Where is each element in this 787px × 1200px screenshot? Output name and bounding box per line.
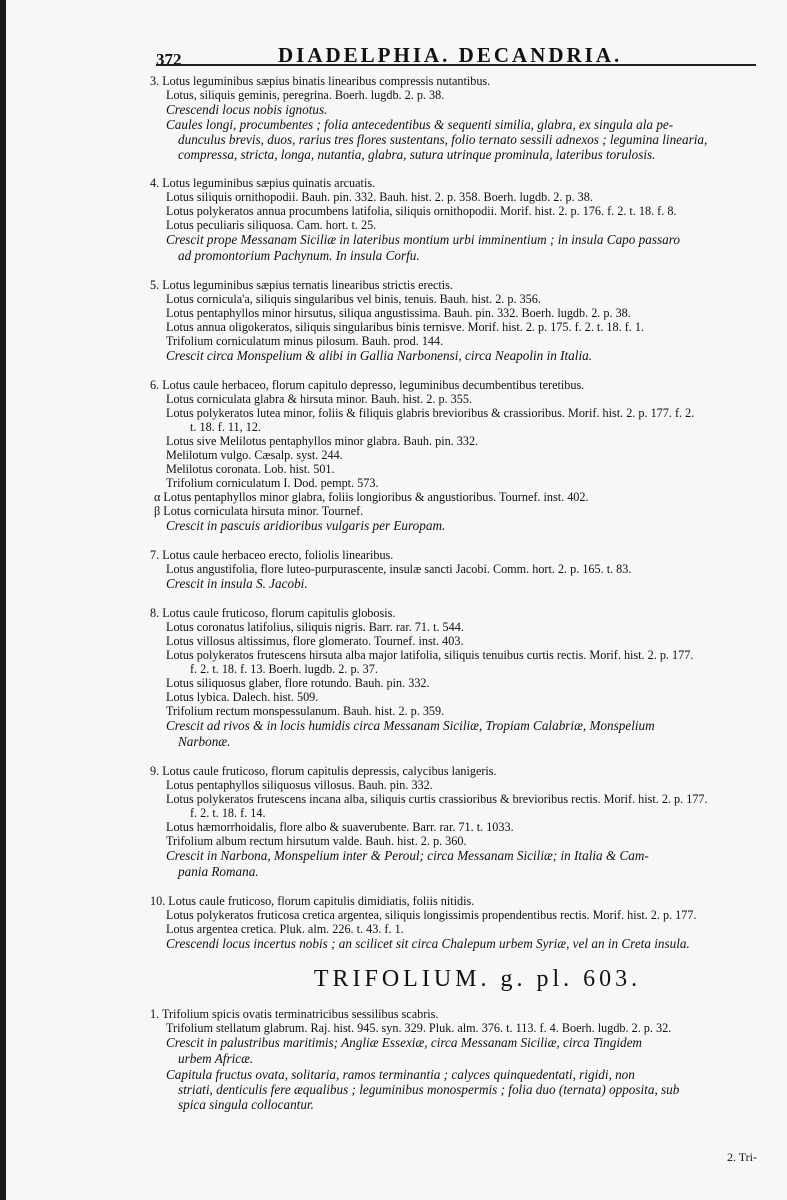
entry-line: α Lotus pentaphyllos minor glabra, foliis longioribus & angustioribus. Tournef. inst. 402. [154, 490, 589, 504]
entry-line: urbem Africæ. [178, 1051, 254, 1066]
entry-line: Lotus pentaphyllos siliquosus villosus. Bauh. pin. 332. [166, 778, 433, 792]
entry-line: Lotus, siliquis geminis, peregrina. Boerh. lugdb. 2. p. 38. [166, 88, 445, 102]
entry-line: striati, denticulis fere æqualibus ; leguminibus monospermis ; folia duo (ternata) opposita, sub [178, 1082, 680, 1097]
entry-line: Lotus villosus altissimus, flore glomerato. Tournef. inst. 403. [166, 634, 464, 648]
page-body [150, 74, 765, 1126]
entry-line: dunculus brevis, duos, rarius tres flores sustentans, folio ternato sessili adnexos ; legumina linearia, [178, 132, 708, 147]
page-number: 372 [156, 50, 182, 69]
entry-line: 6. Lotus caule herbaceo, florum capitulo depresso, leguminibus decumbentibus teretibus. [150, 378, 585, 392]
genus-heading: TRIFOLIUM. g. pl. 603. [313, 966, 642, 992]
species-entry [150, 548, 765, 592]
entry-line: Lotus polykeratos frutescens incana alba, siliquis curtis crassioribus & brevioribus rectis. Morif. hist. 2. p. 177. [166, 792, 708, 806]
species-entry [150, 74, 765, 162]
entry-line: compressa, stricta, longa, nutantia, glabra, sutura utrinque prominula, lateribus torulosis. [178, 147, 656, 162]
entry-line: Lotus corniculata glabra & hirsuta minor. Bauh. hist. 2. p. 355. [166, 392, 472, 406]
entry-line: Lotus lybica. Dalech. hist. 509. [166, 690, 319, 704]
entry-line: Crescendi locus nobis ignotus. [166, 102, 328, 117]
entry-line: 9. Lotus caule fruticoso, florum capitulis depressis, calycibus lanigeris. [150, 764, 497, 778]
entry-line: Lotus coronatus latifolius, siliquis nigris. Barr. rar. 71. t. 544. [166, 620, 464, 634]
lotus-entries [150, 74, 765, 952]
entry-line: Lotus hæmorrhoidalis, flore albo & suaverubente. Barr. rar. 71. t. 1033. [166, 820, 514, 834]
species-entry [150, 764, 765, 880]
entry-line: Crescit in Narbona, Monspelium inter & Peroul; circa Messanam Siciliæ; in Italia & Cam- [166, 848, 649, 863]
entry-line: Crescit prope Messanam Siciliæ in lateribus montium urbi imminentium ; in insula Capo passaro [166, 232, 680, 247]
entry-line: Lotus sive Melilotus pentaphyllos minor glabra. Bauh. pin. 332. [166, 434, 479, 448]
entry-line: 4. Lotus leguminibus sæpius quinatis arcuatis. [150, 176, 376, 190]
entry-line: Melilotum vulgo. Cæsalp. syst. 244. [166, 448, 343, 462]
trifolium-entry [150, 1007, 765, 1112]
entry-line: 5. Lotus leguminibus sæpius ternatis linearibus strictis erectis. [150, 278, 453, 292]
entry-line: Lotus polykeratos frutescens hirsuta alba major latifolia, siliquis tenuibus curtis rectis. Morif. hist. 2. p. 177. [166, 648, 694, 662]
entry-line: Lotus argentea cretica. Pluk. alm. 226. t. 43. f. 1. [166, 922, 404, 936]
entry-line: Trifolium corniculatum I. Dod. pempt. 573. [166, 476, 379, 490]
running-title: DIADELPHIA. DECANDRIA. [278, 43, 623, 67]
entry-line: 1. Trifolium spicis ovatis terminatricibus sessilibus scabris. [150, 1007, 439, 1021]
entry-line: pania Romana. [178, 864, 259, 879]
catchword: 2. Tri- [726, 1150, 757, 1164]
species-entry [150, 378, 765, 534]
entry-line: Narbonæ. [178, 734, 231, 749]
entry-line: 3. Lotus leguminibus sæpius binatis linearibus compressis nutantibus. [150, 74, 491, 88]
entry-line: Crescit in insula S. Jacobi. [166, 576, 308, 591]
header-rule [156, 64, 756, 66]
entry-line: 10. Lotus caule fruticoso, florum capitulis dimidiatis, foliis nitidis. [150, 894, 475, 908]
entry-line: Lotus siliquosus glaber, flore rotundo. Bauh. pin. 332. [166, 676, 430, 690]
entry-line: Lotus pentaphyllos minor hirsutus, siliqua angustissima. Bauh. pin. 332. Boerh. lugdb. 2. p. 38. [166, 306, 631, 320]
entry-line: f. 2. t. 18. f. 13. Boerh. lugdb. 2. p. 37. [190, 662, 378, 676]
entry-line: Caules longi, procumbentes ; folia antecedentibus & sequenti similia, glabra, ex singula ala pe- [166, 117, 674, 132]
entry-line: spica singula collocantur. [178, 1097, 314, 1112]
species-entry [150, 894, 765, 952]
entry-line: Trifolium stellatum glabrum. Raj. hist. 945. syn. 329. Pluk. alm. 376. t. 113. f. 4. Boerh. lugdb. 2. p. 32. [166, 1021, 672, 1035]
entry-line: t. 18. f. 11, 12. [190, 420, 261, 434]
species-entry [150, 278, 765, 364]
species-entry [150, 176, 765, 264]
entry-line: 7. Lotus caule herbaceo erecto, foliolis linearibus. [150, 548, 394, 562]
entry-line: f. 2. t. 18. f. 14. [190, 806, 266, 820]
species-entry [150, 606, 765, 750]
entry-line: Lotus peculiaris siliquosa. Cam. hort. t. 25. [166, 218, 377, 232]
entry-line: 8. Lotus caule fruticoso, florum capitulis globosis. [150, 606, 396, 620]
entry-line: Trifolium corniculatum minus pilosum. Bauh. prod. 144. [166, 334, 444, 348]
entry-line: Crescit circa Monspelium & alibi in Gallia Narbonensi, circa Neapolin in Italia. [166, 348, 592, 363]
entry-line: Trifolium rectum monspessulanum. Bauh. hist. 2. p. 359. [166, 704, 445, 718]
entry-line: Crescendi locus incertus nobis ; an scilicet sit circa Chalepum urbem Syriæ, vel an in Creta insula. [166, 936, 690, 951]
entry-line: Capitula fructus ovata, solitaria, ramos terminantia ; calyces quinquedentati, rigidi, non [166, 1067, 635, 1082]
entry-line: Lotus polykeratos fruticosa cretica argentea, siliquis longissimis propendentibus rectis. Morif. hist. 2. p. 177. [166, 908, 697, 922]
entry-line: β Lotus corniculata hirsuta minor. Tournef. [154, 504, 364, 518]
entry-line: Lotus polykeratos annua procumbens latifolia, siliquis ornithopodii. Morif. hist. 2. p. 176. f. 2. t. 18. f. 8. [166, 204, 677, 218]
entry-line: ad promontorium Pachynum. In insula Corfu. [178, 248, 420, 263]
entry-line: Lotus polykeratos lutea minor, foliis & filiquis glabris brevioribus & crassioribus. Morif. hist. 2. p. 177. f. 2. [166, 406, 695, 420]
entry-line: Lotus siliquis ornithopodii. Bauh. pin. 332. Bauh. hist. 2. p. 358. Boerh. lugdb. 2. p. 38. [166, 190, 593, 204]
entry-line: Crescit in pascuis aridioribus vulgaris per Europam. [166, 518, 446, 533]
entry-line: Crescit ad rivos & in locis humidis circa Messanam Siciliæ, Tropiam Calabriæ, Monspelium [166, 718, 655, 733]
entry-line: Lotus cornicula'a, siliquis singularibus vel binis, tenuis. Bauh. hist. 2. p. 356. [166, 292, 541, 306]
entry-line: Lotus annua oligokeratos, siliquis singularibus binis ternisve. Morif. hist. 2. p. 175. f. 2. t. 18. f. 1. [166, 320, 644, 334]
entry-line: Lotus angustifolia, flore luteo-purpurascente, insulæ sancti Jacobi. Comm. hort. 2. p. 165. t. 83. [166, 562, 632, 576]
entry-line: Trifolium album rectum hirsutum valde. Bauh. hist. 2. p. 360. [166, 834, 467, 848]
entry-line: Melilotus coronata. Lob. hist. 501. [166, 462, 335, 476]
entry-line: Crescit in palustribus maritimis; Angliæ Essexiæ, circa Messanam Siciliæ, circa Tingidem [166, 1035, 642, 1050]
